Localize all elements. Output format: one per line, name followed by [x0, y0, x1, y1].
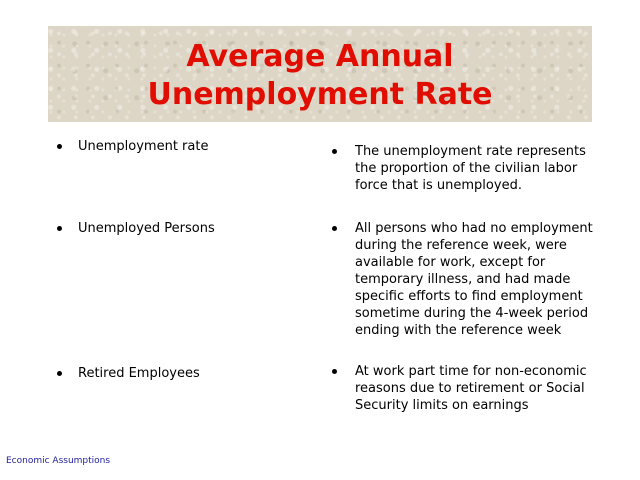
term-label: Unemployed Persons — [78, 221, 215, 236]
slide-title-line-2: Unemployment Rate — [147, 77, 493, 112]
term-label: Unemployment rate — [78, 139, 209, 154]
bullet-dot-icon — [332, 369, 337, 374]
slide-title-line-1: Average Annual — [186, 39, 454, 74]
term-definition: The unemployment rate represents the proportion of the civilian labor force that is unemployed. — [355, 144, 586, 193]
term-definition: At work part time for non-economic reasons due to retirement or Social Security limits on earnings — [355, 364, 587, 413]
bullet-dot-icon — [57, 226, 62, 231]
bullet-dot-icon — [57, 371, 62, 376]
term-definition: All persons who had no employment during the reference week, were available for work, except for temporary illness, and had made specific efforts to find employment sometime during the 4-week period ending with the reference week — [355, 221, 593, 338]
bullet-dot-icon — [332, 226, 337, 231]
bullet-dot-icon — [332, 149, 337, 154]
term-label: Retired Employees — [78, 366, 200, 381]
bullet-dot-icon — [57, 144, 62, 149]
slide-footer: Economic Assumptions — [6, 456, 111, 466]
title-banner — [48, 26, 592, 122]
